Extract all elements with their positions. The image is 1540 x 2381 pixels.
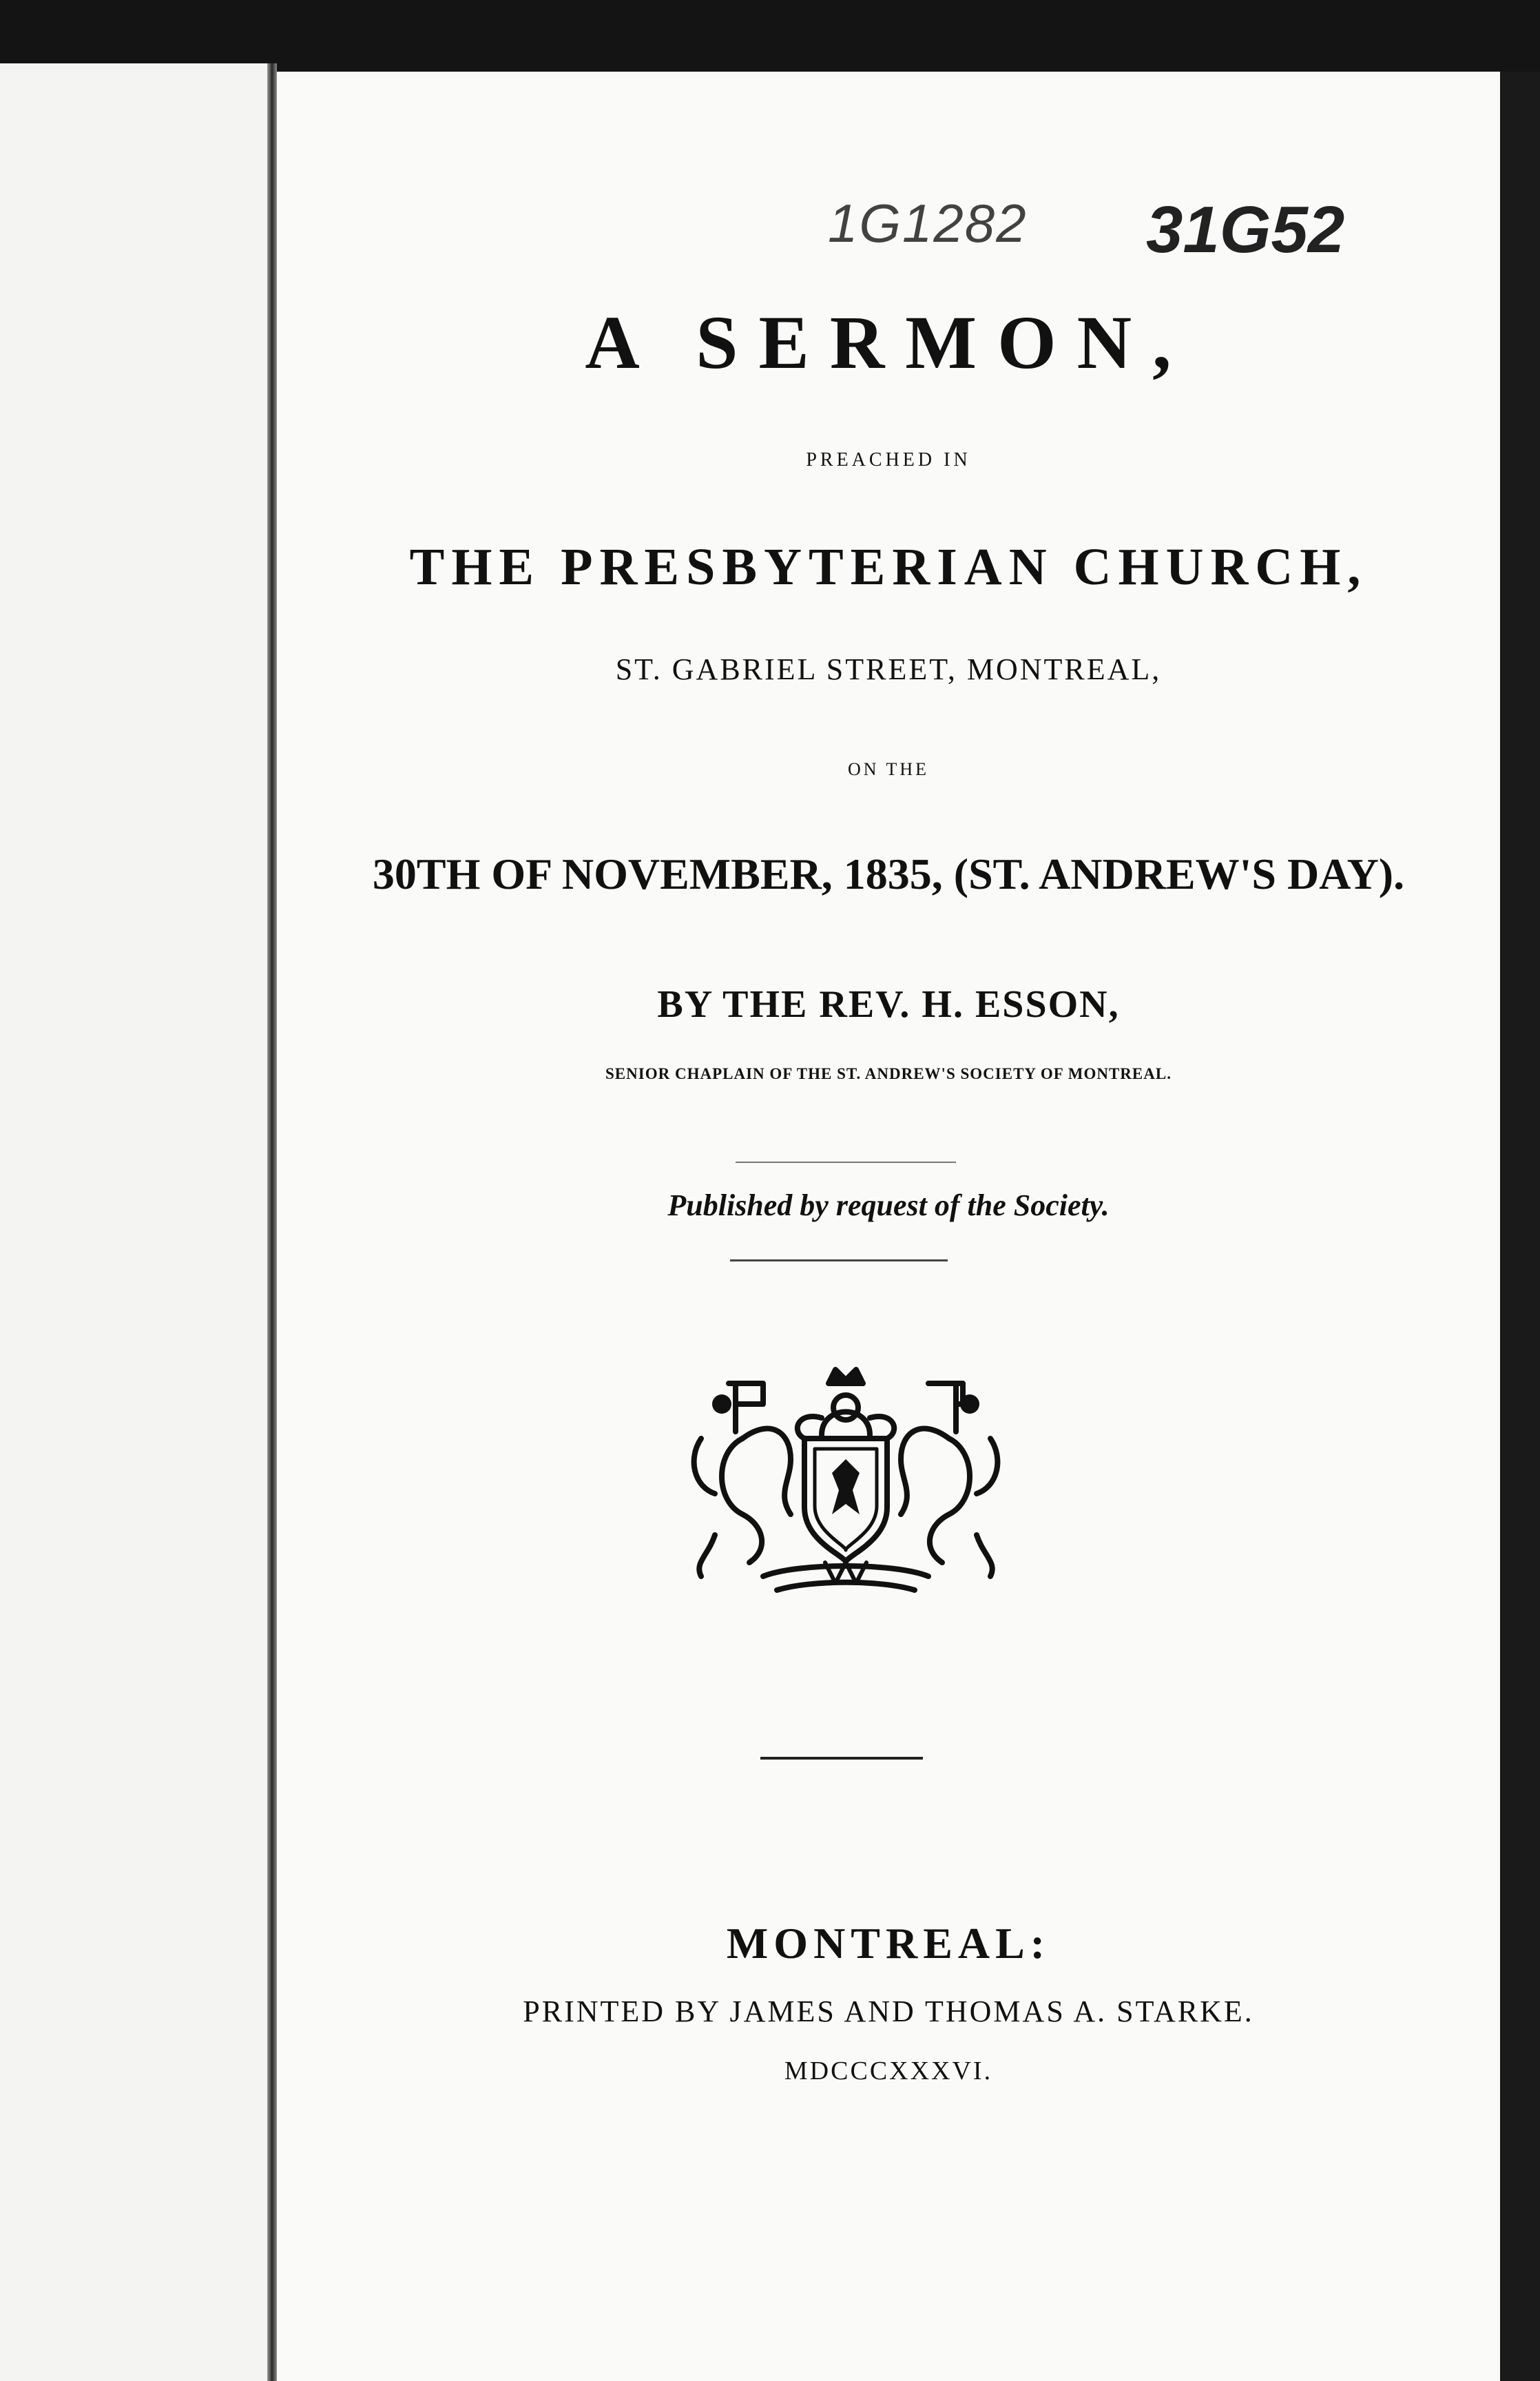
imprint-printer: PRINTED BY JAMES AND THOMAS A. STARKE.	[523, 1995, 1254, 2028]
sermon-date: 30TH OF NOVEMBER, 1835, (ST. ANDREW'S DAY).	[372, 849, 1405, 898]
divider-rule-bottom	[730, 1259, 948, 1261]
on-the-label: ON THE	[847, 759, 930, 779]
accession-number-ink: 31G52	[1146, 193, 1345, 267]
coat-of-arms-icon	[687, 1356, 1004, 1604]
accession-number-pencil: 1G1282	[828, 193, 1028, 254]
sermon-title: A SERMON,	[585, 300, 1192, 384]
title-page	[277, 72, 1500, 2381]
church-name: THE PRESBYTERIAN CHURCH,	[409, 538, 1368, 596]
author-title: SENIOR CHAPLAIN OF THE ST. ANDREW'S SOCIETY OF MONTREAL.	[605, 1065, 1172, 1082]
author-line: BY THE REV. H. ESSON,	[657, 983, 1120, 1026]
divider-rule-imprint	[760, 1757, 923, 1760]
book-gutter	[267, 63, 277, 2381]
facing-page-edge	[0, 63, 275, 2381]
divider-rule-top	[736, 1162, 956, 1163]
publication-note: Published by request of the Society.	[667, 1188, 1110, 1222]
page-edge-shadow	[1500, 72, 1540, 2381]
church-address: ST. GABRIEL STREET, MONTREAL,	[615, 652, 1162, 686]
imprint-year: MDCCCXXXVI.	[784, 2057, 993, 2085]
imprint-city: MONTREAL:	[726, 1919, 1051, 1968]
preached-in-label: PREACHED IN	[806, 449, 971, 471]
